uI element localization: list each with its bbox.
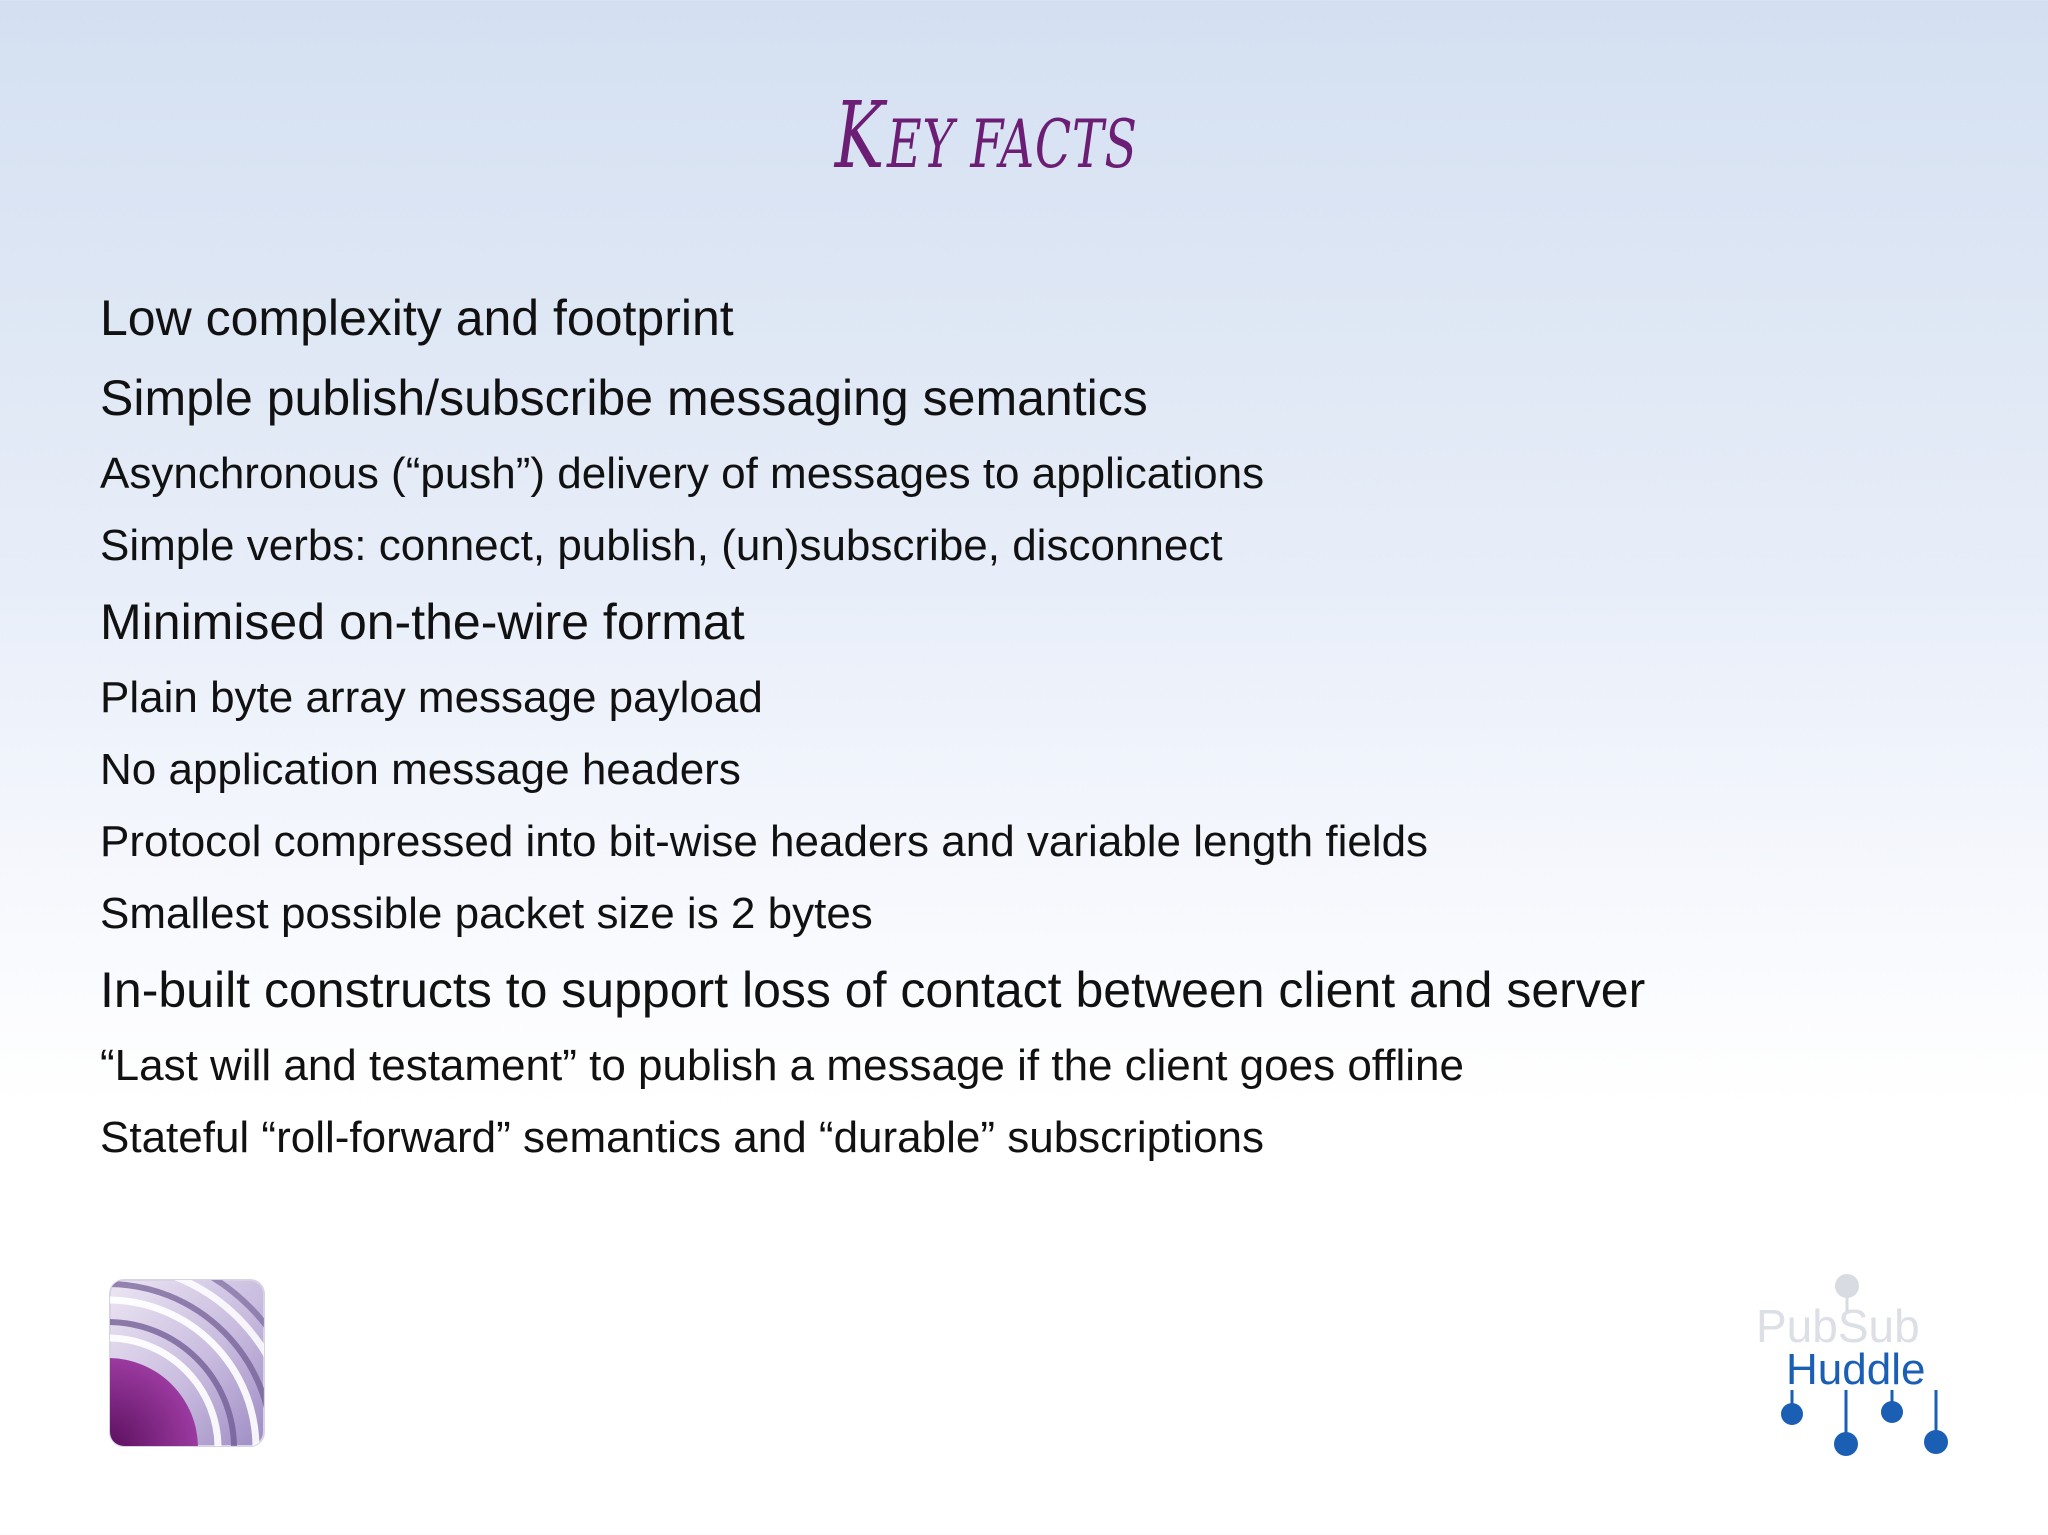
slide-title (0, 82, 2048, 189)
bullet-subitem: Stateful “roll-forward” semantics and “durable” subscriptions (100, 1113, 1265, 1162)
bullet-item: Simple publish/subscribe messaging semantics (100, 370, 1148, 426)
logo-dot-icon (1835, 1274, 1859, 1298)
bullet-subitem: Protocol compressed into bit-wise headers and variable length fields (100, 817, 1429, 866)
bullet-subitem: No application message headers (100, 745, 741, 794)
logo-text-pubsub: PubSub (1756, 1300, 1920, 1352)
bullet-item: In-built constructs to support loss of contact between client and server (100, 962, 1646, 1018)
bullet-subitem: Smallest possible packet size is 2 bytes (100, 889, 873, 938)
bullet-item: Low complexity and footprint (100, 290, 734, 346)
logo-text-huddle: Huddle (1786, 1345, 1926, 1394)
pubsub-huddle-logo (1752, 1272, 1962, 1462)
company-logo (108, 1278, 266, 1448)
bullet-subitem: Asynchronous (“push”) delivery of messages to applications (100, 449, 1265, 498)
bullet-item: Minimised on-the-wire format (100, 594, 745, 650)
bullet-subitem: “Last will and testament” to publish a message if the client goes offline (100, 1041, 1464, 1090)
bullet-subitem: Simple verbs: connect, publish, (un)subscribe, disconnect (100, 521, 1223, 570)
slide-title-cap: K (834, 82, 886, 189)
bullet-list (100, 278, 1980, 1174)
slide-title-rest: EY FACTS (886, 106, 1138, 183)
bullet-subitem: Plain byte array message payload (100, 673, 763, 722)
